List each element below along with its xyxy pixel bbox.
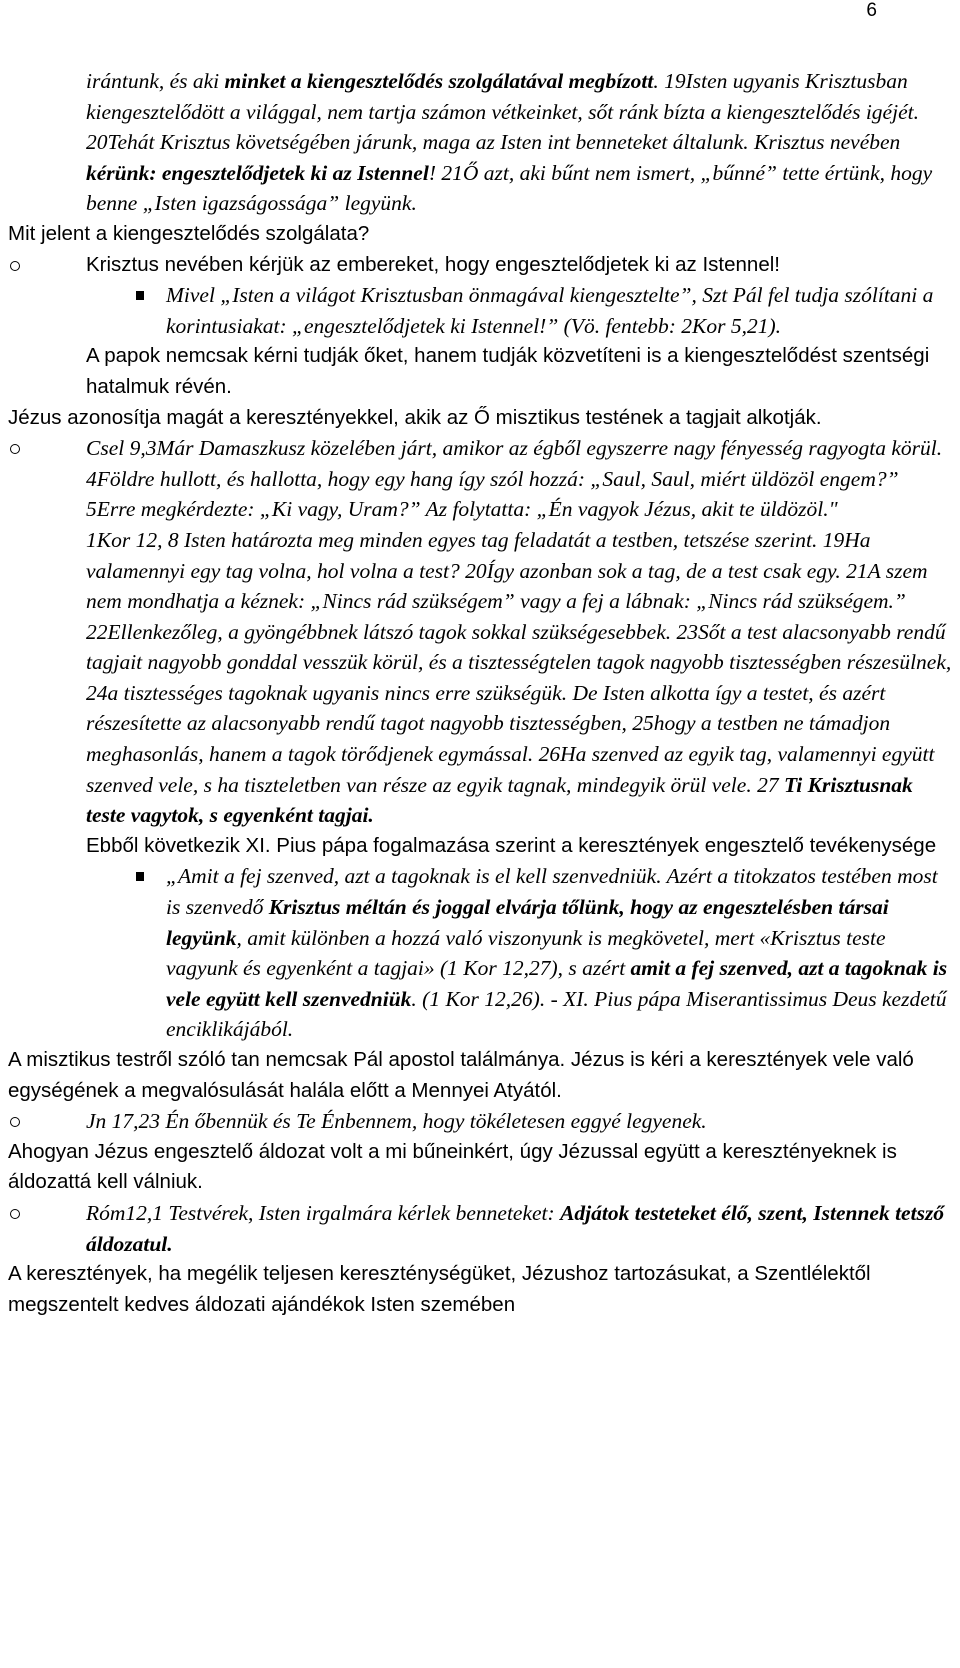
paragraph-text: A misztikus testről szóló tan nemcsak Pál apostol találmánya. Jézus is kéri a keresztények vele való egységének a megvalósulását halála előtt a Mennyei Atyától. — [8, 1048, 914, 1102]
paragraph-q1 — [8, 66, 953, 219]
paragraph-p7 — [8, 1259, 953, 1320]
paragraph-s2 — [8, 861, 953, 1045]
paragraph-p3 — [8, 525, 953, 831]
text-run: , amit különben a hozzá való viszonyunk is megkövetel, mert «Krisztus teste vagyunk és egyenként a tagjai» (1 Kor 12,27), s azért — [166, 925, 886, 981]
text-run: irántunk, és aki — [86, 69, 225, 93]
page-number: 6 — [866, 0, 877, 21]
emphasized-text: minket a kiengesztelődés szolgálatával megbízott — [224, 69, 654, 93]
square-bullet-icon — [136, 291, 144, 300]
emphasized-text: Ti Krisztusnak teste vagytok, s egyenként tagjai. — [86, 772, 913, 828]
text-run: Csel 9,3Már Damaszkusz közelében járt, amikor az égből egyszerre nagy fényesség ragyogta körül. 4Földre hullott, és hallotta, hogy egy hang így szól hozzá: „Saul, Saul, miért üldözöl engem?” 5Erre megkérdezte: „Ki vagy, Uram?” Az folytatta: „Én vagyok Jézus, akit te üldözöl." — [86, 436, 943, 522]
paragraph-p6 — [8, 1137, 953, 1198]
paragraph-b4 — [8, 1198, 953, 1259]
paragraph-p2 — [8, 403, 953, 434]
text-run: ! 21Ő azt, aki bűnt nem ismert, „bűnné” tette értünk, hogy benne „Isten igazságossága” legyünk. — [86, 160, 933, 216]
paragraph-text: A papok nemcsak kérni tudják őket, hanem tudják közvetíteni is a kiengesztelődést szentségi hatalmuk révén. — [86, 344, 930, 398]
emphasized-text: amit a fej szenved, azt a tagoknak is vele együtt kell szenvedniük — [166, 956, 948, 1011]
paragraph-b1 — [8, 250, 953, 281]
text-run: Jn 17,23 Én őbennük és Te Énbennem, hogy tökéletesen eggyé legyenek. — [86, 1109, 707, 1134]
paragraph-text: Ahogyan Jézus engesztelő áldozat volt a mi bűneinkért, úgy Jézussal együtt a keresztényeknek is áldozattá kell válniuk. — [8, 1139, 897, 1194]
paragraph-text: Krisztus nevében kérjük az embereket, hogy engesztelődjetek ki az Istennel! — [86, 252, 780, 276]
text-run: „Amit a fej szenved, azt a tagoknak is el kell szenvedniük. Azért a titokzatos testében most is szenvedő — [166, 864, 938, 920]
paragraph-b3 — [8, 1106, 953, 1137]
paragraph-b2 — [8, 433, 953, 525]
emphasized-text: Adjátok testeteket élő, szent, Istennek tetsző áldozatul. — [86, 1200, 945, 1256]
square-bullet-icon — [136, 872, 144, 881]
document-body — [8, 66, 953, 1320]
text-run: . (1 Kor 12,26). - XI. Pius pápa Miserantissimus Deus kezdetű enciklikájából. — [166, 986, 947, 1042]
paragraph-p1 — [8, 341, 953, 402]
text-run: Mivel „Isten a világot Krisztusban önmagával kiengesztelte”, Szt Pál fel tudja szólítani a korintusiakat: „engesztelődjetek ki Istennel!” (Vö. fentebb: 2Kor 5,21). — [166, 283, 934, 338]
paragraph-text: Jézus azonosítja magát a keresztényekkel, akik az Ő misztikus testének a tagjait alkotják. — [8, 405, 822, 429]
circle-bullet-icon — [10, 1209, 20, 1219]
circle-bullet-icon — [10, 444, 20, 454]
circle-bullet-icon — [10, 261, 20, 271]
paragraph-s1 — [8, 280, 953, 341]
paragraph-text: Mit jelent a kiengesztelődés szolgálata? — [8, 221, 370, 245]
text-run: 1Kor 12, 8 Isten határozta meg minden egyes tag feladatát a testben, tetszése szerint. 19Ha valamennyi egy tag volna, hol volna a test? 20Így azonban sok a tag, de a test csak egy. 21A szem nem mondhatja a kéznek: „Nincs rád szükségem” vagy a fej a lábnak: „Nincs rád szükségem.” 22Ellenkezőleg, a gyöngébbnek látszó tagok sokkal szükségesebbek. 23Sőt a test alacsonyabb rendű tagjait nagyobb gonddal vesszük körül, és a tisztességtelen tagok nagyobb tisztességben részesülnek, 24a tisztességes tagoknak ugyanis nincs erre szükségük. De Isten alkotta így a testet, és azért részesítette az alacsonyabb rendű tagot nagyobb tisztességben, 25hogy a testben ne támadjon meghasonlás, hanem a tagok törődjenek egymással. 26Ha szenved az egyik tag, valamennyi együtt szenved vele, s ha tiszteletben van része az egyik tagnak, mindegyik örül vele. 27 — [86, 527, 952, 797]
paragraph-p5 — [8, 1045, 953, 1106]
emphasized-text: Krisztus méltán és joggal elvárja tőlünk, hogy az engesztelésben társai legyünk — [166, 895, 889, 950]
text-run: . 19Isten ugyanis Krisztusban kiengesztelődött a világgal, nem tartja számon vétkeinket, sőt ránk bízta a kiengesztelődés igéjét. 20Tehát Krisztus követségében járunk, maga az Isten int benneteket általunk. Krisztus nevében — [86, 69, 919, 155]
text-run: Róm12,1 Testvérek, Isten irgalmára kérlek benneteket: — [86, 1200, 561, 1225]
paragraph-text: A keresztények, ha megélik teljesen kereszténységüket, Jézushoz tartozásukat, a Szentlélektől megszentelt kedves áldozati ajándékok Isten szemében — [8, 1262, 871, 1316]
paragraph-h1 — [8, 219, 953, 250]
emphasized-text: kérünk: engesztelődjetek ki az Istennel — [86, 160, 429, 185]
paragraph-text: Ebből következik XI. Pius pápa fogalmazása szerint a keresztények engesztelő tevékenysége — [86, 833, 937, 857]
circle-bullet-icon — [10, 1117, 20, 1127]
paragraph-p4 — [8, 831, 953, 862]
